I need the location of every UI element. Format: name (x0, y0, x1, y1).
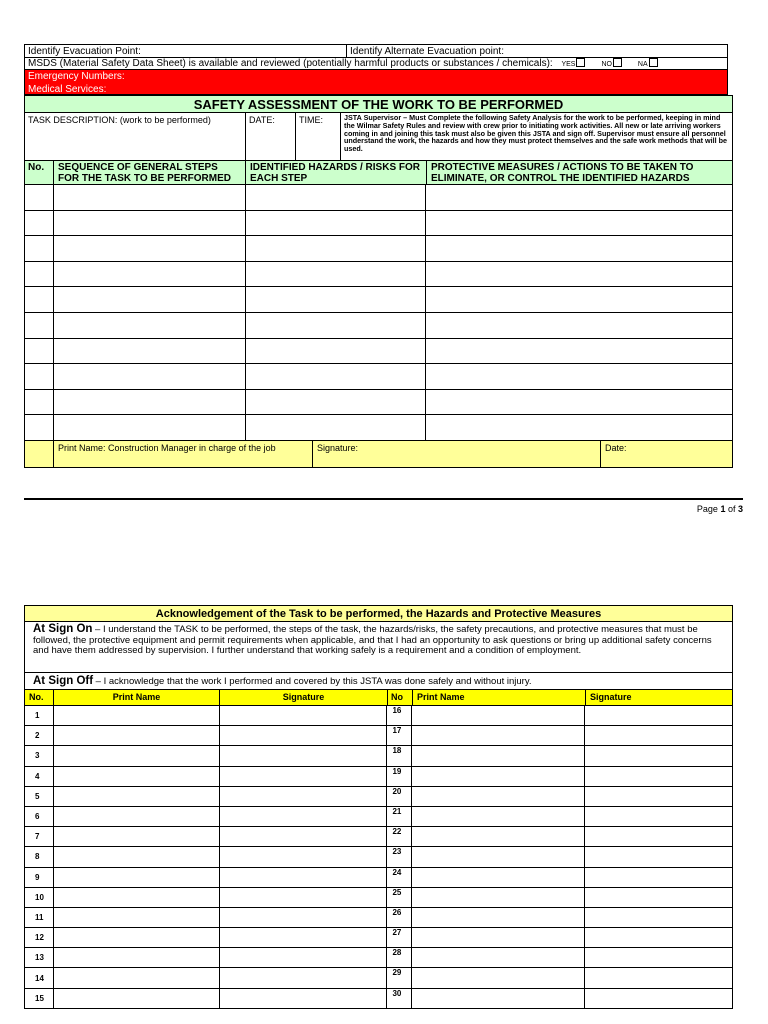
assessment-row (25, 415, 733, 441)
time-field[interactable] (295, 112, 341, 161)
sign-off-row (25, 988, 733, 1008)
assessment-measure-cell[interactable] (426, 364, 733, 390)
sign-off-print-name-left[interactable] (53, 847, 219, 867)
sign-off-number-right: 22 (387, 827, 412, 847)
assessment-step-cell[interactable] (53, 261, 245, 287)
sign-off-row (25, 827, 733, 847)
sign-off-signature-right[interactable] (585, 746, 733, 766)
assessment-row (25, 261, 733, 287)
assessment-no-cell[interactable] (25, 236, 54, 262)
sign-off-row (25, 706, 733, 726)
assessment-step-cell[interactable] (53, 364, 245, 390)
footer-no-spacer (24, 440, 54, 468)
col-header-hazards (245, 160, 427, 185)
sign-off-print-name-left[interactable] (53, 827, 219, 847)
sign-off-body: – I acknowledge that the work I performed and covered by this JSTA was done safely and without injury. (93, 676, 532, 687)
sign-off-print-name-right[interactable] (412, 867, 585, 887)
sign-on-body: – I understand the TASK to be performed, the steps of the task, the hazards/risks, the safety precautions, and protective measures that must be followed, the protective equipment and permit requirements when applicable, and that I had an opportunity to ask questions or bring up additional safety concerns and have them addressed by supervision. I further understand that working safely is a requirement and a condition of employment. (33, 624, 712, 656)
footer-print-name-field[interactable] (53, 440, 313, 468)
alternate-evacuation-label: Identify Alternate Evacuation point: (350, 46, 504, 57)
sign-off-signature-right[interactable] (585, 706, 733, 726)
sign-off-signature-left[interactable] (219, 887, 387, 907)
footer-print-name-label: Print Name: Construction Manager in charge of the job (58, 443, 276, 453)
sign-off-print-name-left[interactable] (53, 726, 219, 746)
sign-off-print-name-left[interactable] (53, 968, 219, 988)
assessment-measure-cell[interactable] (426, 185, 733, 211)
sign-off-print-name-right[interactable] (412, 827, 585, 847)
sign-off-row (25, 766, 733, 786)
sign-off-signature-right[interactable] (585, 968, 733, 988)
msds-na-label: NA (637, 61, 648, 68)
assessment-no-cell[interactable] (25, 312, 54, 338)
sign-off-number-left: 4 (25, 766, 54, 786)
sign-off-number-left: 13 (25, 948, 54, 968)
sign-off-signature-right[interactable] (585, 887, 733, 907)
sign-on-label: At Sign On (33, 623, 93, 635)
assessment-step-cell[interactable] (53, 287, 245, 313)
assessment-hazard-cell[interactable] (245, 389, 426, 415)
sign-off-row (25, 907, 733, 927)
sign-off-print-name-right[interactable] (412, 806, 585, 826)
sign-off-signature-left[interactable] (219, 988, 387, 1008)
alternate-evacuation-field[interactable] (346, 44, 728, 58)
sign-off-signature-right[interactable] (585, 948, 733, 968)
sign-off-number-right: 19 (387, 766, 412, 786)
assessment-measure-cell[interactable] (426, 210, 733, 236)
assessment-step-cell[interactable] (53, 338, 245, 364)
assessment-step-cell[interactable] (53, 312, 245, 338)
ack-col-no-left: No. (24, 689, 54, 706)
emergency-band (24, 69, 728, 95)
assessment-no-cell[interactable] (25, 210, 54, 236)
medical-services-label: Medical Services: (28, 84, 107, 95)
sign-off-print-name-right[interactable] (412, 887, 585, 907)
sign-off-print-name-right[interactable] (412, 746, 585, 766)
assessment-hazard-cell[interactable] (245, 261, 426, 287)
sign-off-number-right: 26 (387, 907, 412, 927)
supervisor-note: JSTA Supervisor – Must Complete the following Safety Analysis for the work to be performed, keeping in mind the Wilmar Safety Rules and review with crew prior to initiating work activities. All new or late arriving workers coming in and joining this task must also be given this JSTA and sign off. Supervisor must ensure all personnel understand the work, the hazards and how they must protect themselves and the safe work methods that will be used. (340, 112, 733, 161)
assessment-measure-cell[interactable] (426, 338, 733, 364)
sign-off-print-name-right[interactable] (412, 706, 585, 726)
sign-off-number-right: 29 (387, 968, 412, 988)
sign-off-row (25, 746, 733, 766)
sign-off-signature-right[interactable] (585, 867, 733, 887)
sign-off-print-name-left[interactable] (53, 786, 219, 806)
assessment-no-cell[interactable] (25, 415, 54, 441)
msds-yes-checkbox[interactable] (576, 58, 585, 67)
sign-off-number-right: 23 (387, 847, 412, 867)
col-header-steps (53, 160, 246, 185)
date-label: DATE: (249, 115, 275, 125)
sign-off-number-left: 12 (25, 928, 54, 948)
assessment-row (25, 236, 733, 262)
sign-off-signature-left[interactable] (219, 806, 387, 826)
msds-na-checkbox[interactable] (649, 58, 658, 67)
msds-no-checkbox[interactable] (613, 58, 622, 67)
assessment-step-cell[interactable] (53, 210, 245, 236)
sign-on-text (24, 621, 733, 673)
assessment-step-cell[interactable] (53, 415, 245, 441)
sign-off-row (25, 928, 733, 948)
sign-off-print-name-left[interactable] (53, 907, 219, 927)
ack-col-no-right: No (387, 689, 413, 706)
sign-off-print-name-left[interactable] (53, 746, 219, 766)
msds-yes-label: YES (561, 61, 576, 68)
evacuation-point-field[interactable] (24, 44, 347, 58)
sign-off-print-name-right[interactable] (412, 786, 585, 806)
sign-off-signature-right[interactable] (585, 907, 733, 927)
sign-off-number-right: 24 (387, 867, 412, 887)
sign-off-signature-left[interactable] (219, 746, 387, 766)
sign-off-signature-right[interactable] (585, 786, 733, 806)
sign-off-signature-left[interactable] (219, 867, 387, 887)
footer-date-field[interactable] (600, 440, 733, 468)
time-label: TIME: (299, 115, 323, 125)
col-header-no: No. (24, 160, 54, 185)
assessment-hazard-cell[interactable] (245, 287, 426, 313)
page-current: 1 (720, 504, 726, 514)
sign-off-number-left: 11 (25, 907, 54, 927)
assessment-table (24, 184, 733, 441)
sign-off-row (25, 726, 733, 746)
msds-label: MSDS (Material Safety Data Sheet) is available and reviewed (potentially harmful products or substances / chemicals): (28, 58, 553, 69)
sign-off-print-name-left[interactable] (53, 867, 219, 887)
sign-off-print-name-left[interactable] (53, 928, 219, 948)
acknowledgement-title: Acknowledgement of the Task to be performed, the Hazards and Protective Measures (24, 605, 733, 622)
assessment-measure-cell[interactable] (426, 287, 733, 313)
sign-off-number-right: 30 (387, 988, 412, 1008)
sign-off-signature-right[interactable] (585, 827, 733, 847)
assessment-row (25, 185, 733, 211)
sign-off-signature-right[interactable] (585, 766, 733, 786)
task-description-field[interactable] (24, 112, 246, 161)
sign-off-number-right: 17 (387, 726, 412, 746)
sign-off-print-name-right[interactable] (412, 907, 585, 927)
footer-date-label: Date: (605, 443, 627, 453)
assessment-no-cell[interactable] (25, 287, 54, 313)
sign-off-print-name-left[interactable] (53, 988, 219, 1008)
assessment-row (25, 389, 733, 415)
assessment-measure-cell[interactable] (426, 261, 733, 287)
assessment-no-cell[interactable] (25, 389, 54, 415)
page-total: 3 (737, 504, 743, 514)
col-header-steps-line1: SEQUENCE OF GENERAL STEPS (58, 162, 218, 173)
assessment-hazard-cell[interactable] (245, 364, 426, 390)
assessment-row (25, 364, 733, 390)
assessment-measure-cell[interactable] (426, 236, 733, 262)
sign-off-row (25, 968, 733, 988)
ack-col-print-name-left: Print Name (53, 689, 220, 706)
col-header-measures (426, 160, 733, 185)
sign-off-signature-left[interactable] (219, 928, 387, 948)
assessment-hazard-cell[interactable] (245, 312, 426, 338)
sign-off-number-left: 6 (25, 806, 54, 826)
assessment-title: SAFETY ASSESSMENT OF THE WORK TO BE PERFORMED (24, 95, 733, 113)
sign-off-number-left: 8 (25, 847, 54, 867)
assessment-hazard-cell[interactable] (245, 210, 426, 236)
sign-off-number-right: 21 (387, 806, 412, 826)
sign-off-number-left: 2 (25, 726, 54, 746)
assessment-hazard-cell[interactable] (245, 236, 426, 262)
sign-off-signature-right[interactable] (585, 806, 733, 826)
sign-off-row (25, 847, 733, 867)
sign-off-row (25, 887, 733, 907)
ack-col-signature-left: Signature (219, 689, 388, 706)
sign-off-print-name-right[interactable] (412, 726, 585, 746)
assessment-measure-cell[interactable] (426, 415, 733, 441)
sign-off-signature-right[interactable] (585, 988, 733, 1008)
sign-off-print-name-right[interactable] (412, 988, 585, 1008)
sign-off-number-right: 27 (387, 928, 412, 948)
sign-off-print-name-right[interactable] (412, 847, 585, 867)
ack-col-signature-right: Signature (585, 689, 733, 706)
sign-off-signature-right[interactable] (585, 847, 733, 867)
sign-off-signature-left[interactable] (219, 726, 387, 746)
sign-off-signature-right[interactable] (585, 726, 733, 746)
sign-off-number-left: 14 (25, 968, 54, 988)
sign-off-number-left: 5 (25, 786, 54, 806)
sign-off-print-name-right[interactable] (412, 968, 585, 988)
ack-col-print-name-right: Print Name (412, 689, 586, 706)
col-header-measures-line1: PROTECTIVE MEASURES / ACTIONS TO BE TAKEN TO (431, 162, 694, 173)
sign-off-signature-left[interactable] (219, 766, 387, 786)
assessment-measure-cell[interactable] (426, 312, 733, 338)
assessment-step-cell[interactable] (53, 185, 245, 211)
emergency-numbers-label: Emergency Numbers: (28, 71, 125, 82)
col-header-measures-line2: ELIMINATE, OR CONTROL THE IDENTIFIED HAZARDS (431, 173, 690, 184)
sign-off-signature-left[interactable] (219, 968, 387, 988)
sign-off-print-name-right[interactable] (412, 928, 585, 948)
sign-off-signature-left[interactable] (219, 948, 387, 968)
sign-off-print-name-left[interactable] (53, 806, 219, 826)
page-divider (24, 498, 743, 500)
assessment-no-cell[interactable] (25, 185, 54, 211)
col-header-hazards-line1: IDENTIFIED HAZARDS / RISKS FOR (250, 162, 421, 173)
page-of: of (725, 504, 738, 514)
task-description-label: TASK DESCRIPTION: (work to be performed) (28, 115, 211, 125)
assessment-step-cell[interactable] (53, 236, 245, 262)
msds-no-label: NO (601, 61, 612, 68)
page-number (697, 504, 743, 514)
assessment-row (25, 312, 733, 338)
footer-signature-label: Signature: (317, 443, 359, 453)
assessment-hazard-cell[interactable] (245, 185, 426, 211)
sign-off-number-left: 10 (25, 887, 54, 907)
assessment-row (25, 210, 733, 236)
footer-signature-field[interactable] (312, 440, 601, 468)
sign-off-number-left: 15 (25, 988, 54, 1008)
sign-off-signature-left[interactable] (219, 786, 387, 806)
date-field[interactable] (245, 112, 296, 161)
sign-off-print-name-right[interactable] (412, 766, 585, 786)
assessment-row (25, 287, 733, 313)
sign-off-number-left: 3 (25, 746, 54, 766)
sign-off-row (25, 786, 733, 806)
assessment-no-cell[interactable] (25, 364, 54, 390)
sign-off-table (24, 705, 733, 1009)
sign-off-signature-left[interactable] (219, 827, 387, 847)
sign-off-number-left: 9 (25, 867, 54, 887)
sign-off-number-right: 25 (387, 887, 412, 907)
sign-off-number-right: 20 (387, 786, 412, 806)
evacuation-point-label: Identify Evacuation Point: (28, 46, 141, 57)
assessment-step-cell[interactable] (53, 389, 245, 415)
sign-off-row (25, 806, 733, 826)
assessment-row (25, 338, 733, 364)
sign-off-print-name-left[interactable] (53, 887, 219, 907)
assessment-measure-cell[interactable] (426, 389, 733, 415)
page-label-prefix: Page (696, 504, 721, 514)
assessment-no-cell[interactable] (25, 261, 54, 287)
sign-off-number-right: 18 (387, 746, 412, 766)
sign-off-number-right: 16 (387, 706, 412, 726)
sign-off-print-name-right[interactable] (412, 948, 585, 968)
sign-off-print-name-left[interactable] (53, 706, 219, 726)
sign-off-signature-left[interactable] (219, 706, 387, 726)
sign-off-label: At Sign Off (33, 675, 94, 687)
sign-off-row (25, 867, 733, 887)
sign-off-signature-right[interactable] (585, 928, 733, 948)
sign-off-print-name-left[interactable] (53, 948, 219, 968)
sign-off-row (25, 948, 733, 968)
sign-off-number-left: 1 (25, 706, 54, 726)
sign-off-print-name-left[interactable] (53, 766, 219, 786)
sign-off-number-left: 7 (25, 827, 54, 847)
sign-off-text (24, 672, 733, 690)
sign-off-number-right: 28 (387, 948, 412, 968)
col-header-hazards-line2: EACH STEP (250, 173, 308, 184)
col-header-steps-line2: FOR THE TASK TO BE PERFORMED (58, 173, 231, 184)
assessment-hazard-cell[interactable] (245, 338, 426, 364)
sign-off-signature-left[interactable] (219, 847, 387, 867)
assessment-no-cell[interactable] (25, 338, 54, 364)
sign-off-signature-left[interactable] (219, 907, 387, 927)
assessment-hazard-cell[interactable] (245, 415, 426, 441)
